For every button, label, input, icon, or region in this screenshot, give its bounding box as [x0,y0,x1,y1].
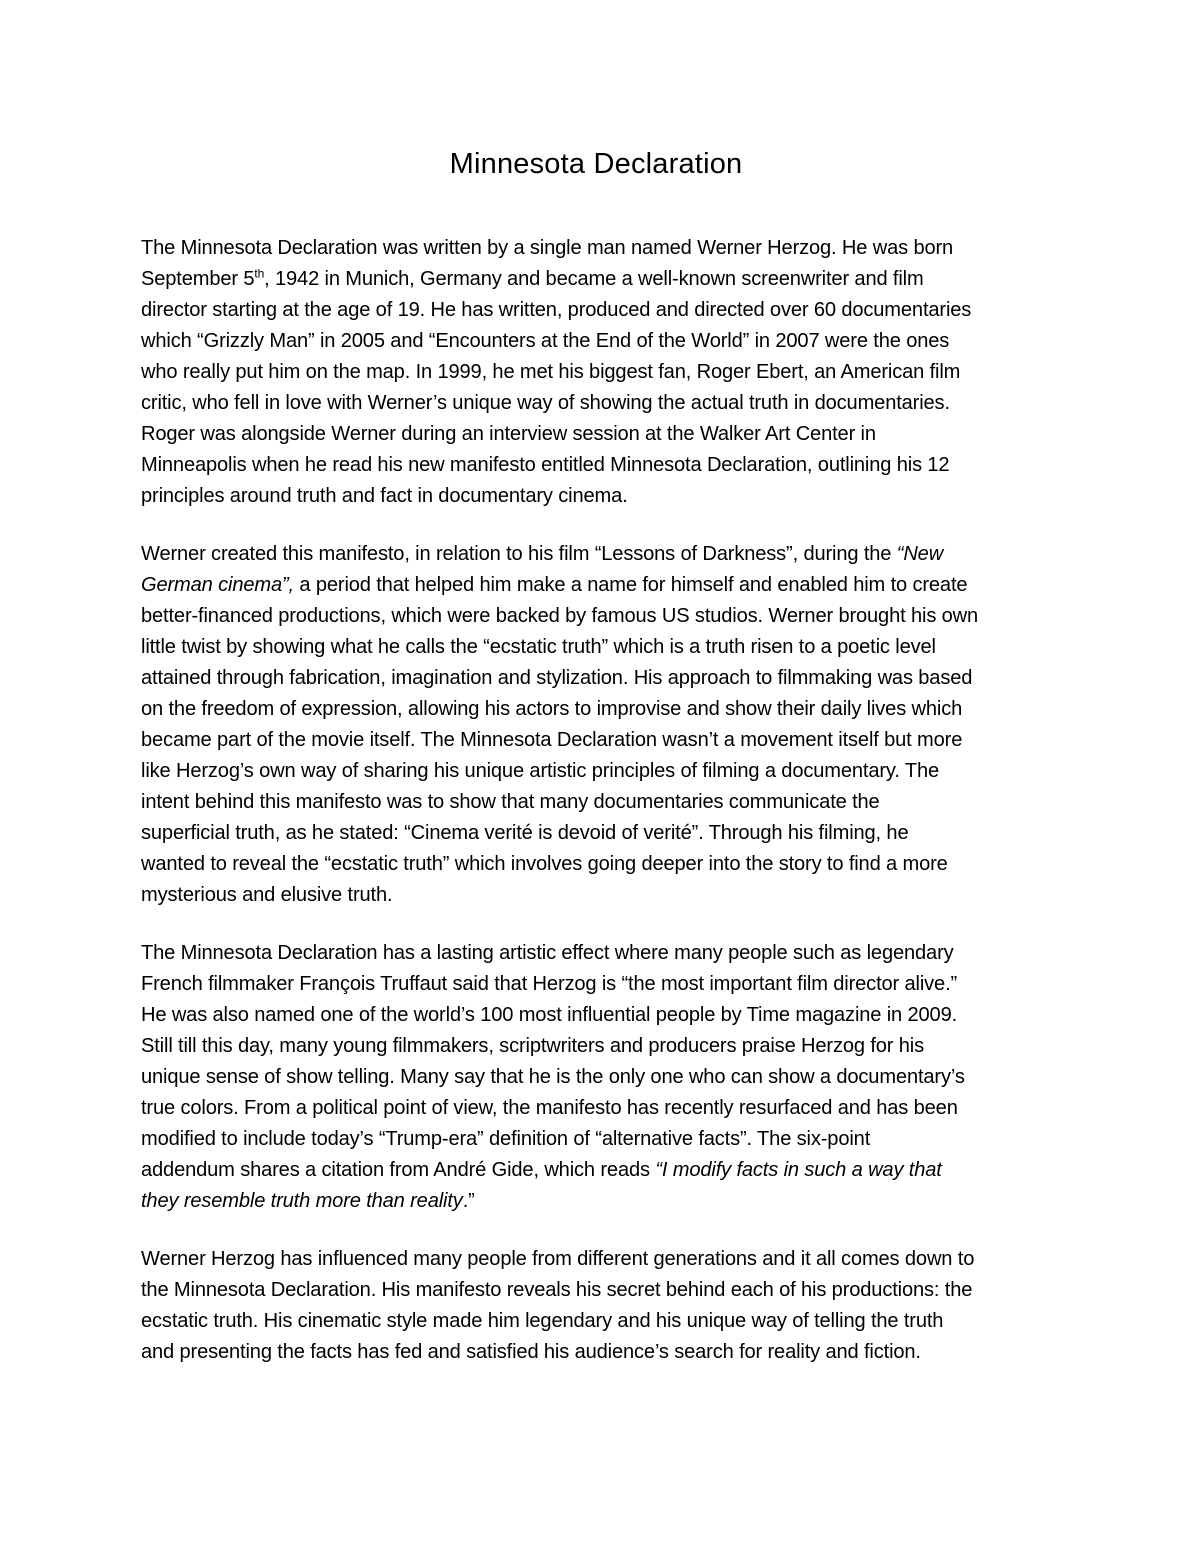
text-line: principles around truth and fact in documentary cinema. [141,485,628,507]
text-line: better-financed productions, which were backed by famous US studios. Werner brought his own [141,605,979,627]
paragraph [141,938,1066,1217]
text-segment: addendum shares a citation from André Gide, which reads [141,1159,656,1181]
text-line: director starting at the age of 19. He has written, produced and directed over 60 documentaries [141,299,972,321]
text-line: like Herzog’s own way of sharing his unique artistic principles of filming a documentary. The [141,760,940,782]
text-segment: a period that helped him make a name for himself and enabled him to create [293,574,968,596]
italic-quote: German cinema”, [141,574,294,596]
paragraph [141,233,1066,512]
text-line: ecstatic truth. His cinematic style made him legendary and his unique way of telling the truth [141,1310,944,1332]
text-line: He was also named one of the world’s 100 most influential people by Time magazine in 2009. [141,1004,958,1026]
text-line [141,570,1066,601]
text-line: which “Grizzly Man” in 2005 and “Encounters at the End of the World” in 2007 were the ones [141,330,950,352]
text-line: and presenting the facts has fed and satisfied his audience’s search for reality and fiction. [141,1341,921,1363]
text-line: Werner Herzog has influenced many people from different generations and it all comes down to [141,1248,975,1270]
paragraph [141,539,1066,911]
text-line: intent behind this manifesto was to show that many documentaries communicate the [141,791,880,813]
text-line: wanted to reveal the “ecstatic truth” which involves going deeper into the story to find a more [141,853,948,875]
text-line: Still till this day, many young filmmakers, scriptwriters and producers praise Herzog for his [141,1035,925,1057]
text-line: The Minnesota Declaration was written by a single man named Werner Herzog. He was born [141,237,954,259]
text-line: unique sense of show telling. Many say that he is the only one who can show a documentary’s [141,1066,965,1088]
text-line: little twist by showing what he calls the “ecstatic truth” which is a truth risen to a poetic level [141,636,936,658]
text-line: French filmmaker François Truffaut said that Herzog is “the most important film director alive.” [141,973,958,995]
text-line: critic, who fell in love with Werner’s unique way of showing the actual truth in documentaries. [141,392,950,414]
document-title: Minnesota Declaration [449,148,743,180]
text-line [141,1186,1066,1217]
text-segment: .” [462,1190,475,1212]
text-line [141,539,1066,570]
text-line: Roger was alongside Werner during an interview session at the Walker Art Center in [141,423,876,445]
text-line: became part of the movie itself. The Minnesota Declaration wasn’t a movement itself but more [141,729,963,751]
paragraph [141,1244,1066,1368]
document-body [141,233,1066,1395]
text-line: The Minnesota Declaration has a lasting artistic effect where many people such as legendary [141,942,954,964]
text-line: modified to include today’s “Trump-era” definition of “alternative facts”. The six-point [141,1128,871,1150]
ordinal-superscript: th [254,266,265,281]
text-line [141,1155,1066,1186]
italic-quote: they resemble truth more than reality [141,1190,463,1212]
text-line: Minneapolis when he read his new manifesto entitled Minnesota Declaration, outlining his 12 [141,454,950,476]
text-segment: , 1942 in Munich, Germany and became a well-known screenwriter and film [264,268,924,290]
text-line: attained through fabrication, imagination and stylization. His approach to filmmaking was based [141,667,973,689]
text-segment: Werner created this manifesto, in relation to his film “Lessons of Darkness”, during the [141,543,897,565]
italic-quote: “I modify facts in such a way that [655,1159,942,1181]
text-line: who really put him on the map. In 1999, he met his biggest fan, Roger Ebert, an American film [141,361,961,383]
italic-quote: “New [896,543,944,565]
text-line: on the freedom of expression, allowing his actors to improvise and show their daily lives which [141,698,963,720]
text-line: mysterious and elusive truth. [141,884,393,906]
text-line: superficial truth, as he stated: “Cinema verité is devoid of verité”. Through his filming, he [141,822,909,844]
text-segment: September 5 [141,268,255,290]
text-line [141,264,1066,295]
text-line: the Minnesota Declaration. His manifesto reveals his secret behind each of his productions: the [141,1279,973,1301]
text-line: true colors. From a political point of view, the manifesto has recently resurfaced and has been [141,1097,958,1119]
